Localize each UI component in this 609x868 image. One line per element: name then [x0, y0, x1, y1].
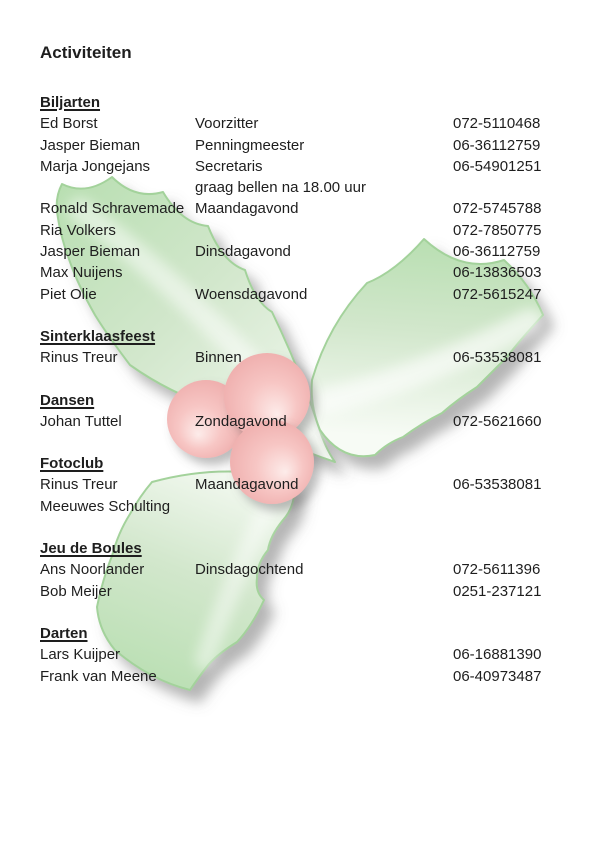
section-heading: Biljarten: [40, 94, 101, 111]
member-role: [195, 666, 453, 687]
member-role: Woensdagavond: [195, 285, 308, 303]
member-phone: 0251-237121: [453, 582, 542, 600]
member-row: [40, 156, 589, 177]
activity-section: [40, 326, 589, 369]
member-row: [40, 411, 589, 432]
member-role: graag bellen na 18.00 uur: [195, 179, 366, 197]
member-phone: 072-5110468: [453, 115, 541, 133]
section-heading: Sinterklaasfeest: [40, 327, 156, 345]
member-name: Ans Noorlander: [40, 561, 145, 579]
member-phone: 06-36112759: [453, 136, 541, 154]
member-phone: 072-5621660: [453, 412, 542, 430]
member-role: Zondagavond: [195, 412, 287, 430]
member-name: Ed Borst: [40, 115, 98, 133]
member-row: [40, 347, 589, 368]
member-phone: 06-13836503: [453, 264, 542, 282]
member-name: Ronald Schravemade: [40, 200, 185, 218]
member-role: [195, 496, 453, 517]
member-phone: 06-54901251: [453, 157, 542, 175]
member-name: Marja Jongejans: [40, 157, 151, 175]
member-name: Max Nuijens: [40, 264, 123, 282]
member-phone: 06-53538081: [453, 476, 542, 494]
activity-section: [40, 538, 589, 602]
member-name: Jasper Bieman: [40, 136, 141, 154]
activity-section: [40, 623, 589, 687]
member-role: Dinsdagochtend: [195, 561, 304, 579]
section-rows: [40, 474, 589, 517]
member-row: [40, 177, 589, 198]
member-phone: 072-7850775: [453, 221, 542, 239]
member-name: Johan Tuttel: [40, 412, 122, 430]
member-phone: 072-5745788: [453, 200, 542, 218]
member-phone: 06-16881390: [453, 646, 542, 664]
member-role: Secretaris: [195, 157, 263, 175]
member-role: Dinsdagavond: [195, 243, 291, 261]
section-heading: Dansen: [40, 391, 95, 409]
member-name: Piet Olie: [40, 285, 97, 303]
page-title: Activiteiten: [40, 43, 132, 62]
member-row: [40, 496, 589, 517]
activity-section: [40, 390, 589, 433]
member-name: Ria Volkers: [40, 221, 116, 239]
member-role: [195, 644, 453, 665]
member-name: Lars Kuijper: [40, 646, 121, 664]
member-row: [40, 220, 589, 241]
member-role: Penningmeester: [195, 136, 305, 154]
member-row: [40, 113, 589, 134]
member-row: [40, 241, 589, 262]
member-row: [40, 581, 589, 602]
section-heading: Jeu de Boules: [40, 540, 142, 558]
member-phone: 072-5611396: [453, 561, 541, 579]
member-row: [40, 198, 589, 219]
member-name: Rinus Treur: [40, 476, 118, 494]
member-name: Rinus Treur: [40, 349, 118, 367]
section-rows: [40, 113, 589, 305]
member-role: [195, 581, 453, 602]
member-role: Maandagavond: [195, 476, 299, 494]
member-role: Voorzitter: [195, 115, 259, 133]
member-row: [40, 644, 589, 665]
member-phone: [453, 177, 589, 198]
member-role: Binnen: [195, 349, 242, 367]
member-name: [40, 177, 195, 198]
section-rows: [40, 411, 589, 432]
member-row: [40, 262, 589, 283]
section-rows: [40, 347, 589, 368]
member-role: [195, 220, 453, 241]
section-heading: Fotoclub: [40, 455, 104, 473]
member-row: [40, 559, 589, 580]
section-rows: [40, 559, 589, 602]
member-name: Jasper Bieman: [40, 243, 141, 261]
activity-section: [40, 453, 589, 517]
member-name: Bob Meijer: [40, 582, 112, 600]
activity-section: [40, 92, 589, 305]
member-role: [195, 262, 453, 283]
member-name: Meeuwes Schulting: [40, 497, 171, 515]
member-name: Frank van Meene: [40, 667, 157, 685]
member-row: [40, 284, 589, 305]
member-row: [40, 474, 589, 495]
member-phone: 072-5615247: [453, 285, 542, 303]
section-rows: [40, 644, 589, 687]
section-heading: Darten: [40, 624, 88, 642]
member-row: [40, 135, 589, 156]
member-phone: 06-36112759: [453, 243, 541, 261]
member-phone: 06-53538081: [453, 349, 542, 367]
member-role: Maandagavond: [195, 200, 299, 218]
sections: [40, 92, 589, 687]
member-phone: [453, 496, 589, 517]
member-phone: 06-40973487: [453, 667, 542, 685]
member-row: [40, 666, 589, 687]
